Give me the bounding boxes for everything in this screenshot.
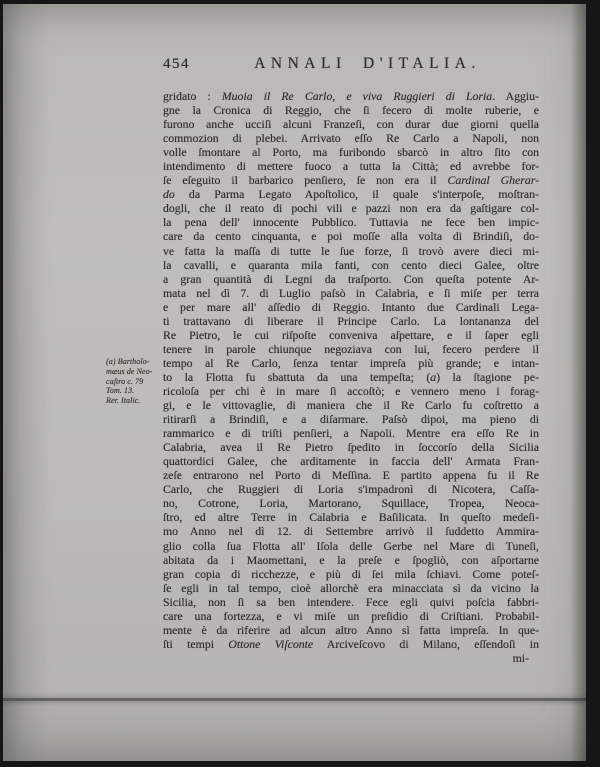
text-line: ricoloſa per chi è in mare ſi accoſtò; e vennero meno i forag- bbox=[163, 383, 539, 398]
text-line: no, Cotrone, Loria, Martorano, Squillace, Tropea, Neoca- bbox=[163, 496, 539, 511]
text-line: Calabria, avea il Re Pietro ſpedito in ſoccorſo della Sicilia bbox=[163, 440, 539, 455]
text-line: ſe egli in tal tempo, cioè allorchè era minacciata sì da vicino la bbox=[163, 580, 539, 595]
body-text bbox=[163, 89, 539, 665]
text-line: tenere in parole chiunque negoziava con lui, fecero perdere il bbox=[163, 341, 539, 356]
margin-note bbox=[106, 357, 164, 406]
text-line: a gran quantità di Legni da traſporto. Con queſta potente Ar- bbox=[163, 271, 539, 286]
text-line: do da Parma Legato Apoſtolico, il quale s'interpoſe, moſtran- bbox=[163, 187, 539, 202]
text-line: quattordici Galee, che arditamente in faccia dell' Armata Fran- bbox=[163, 454, 539, 469]
text-line: ſtro, ed altre Terre in Calabria e Baſilicata. In queſto medeſi- bbox=[163, 510, 539, 525]
text-line: ſe eſeguito il barbarico penſiero, ſe non era il Cardinal Gherar- bbox=[163, 173, 539, 188]
text-line: care da cento cinquanta, e poi moſſe alla volta di Brindiſi, do- bbox=[163, 229, 539, 244]
text-line: gne la Cronica di Reggio, che ſi fecero di molte ruberie, e bbox=[163, 103, 539, 118]
text-line: abitata da i Maomettani, e la preſe e ſpogliò, con aſportarne bbox=[163, 552, 539, 567]
right-edge-shadow bbox=[570, 4, 586, 761]
page-number: 454 bbox=[163, 56, 190, 72]
text-line: mata nel dì 7. di Luglio paſsò in Calabria, e ſi miſe per terra bbox=[163, 285, 539, 300]
text-line: furono anche ucciſi alcuni Franzeſi, con durar due giorni quella bbox=[163, 117, 539, 132]
text-line: ſti tempi Ottone Viſconte Arciveſcovo di Milano, eſſendoſi in bbox=[163, 636, 539, 651]
text-line: Re Pietro, le cui riſpoſte conveniva aſpettare, e il ſaper egli bbox=[163, 327, 539, 342]
text-line: ritirarſi a Brindiſi, e a diſarmare. Paſsò dipoi, ma pieno di bbox=[163, 412, 539, 427]
text-line: tempo al Re Carlo, ſenza tentar impreſa più grande; e intan- bbox=[163, 355, 539, 370]
text-line: ti trattavano di liberare il Principe Carlo. La lontananza del bbox=[163, 313, 539, 328]
text-line: rammarico e di triſti penſieri, a Napoli. Mentre era eſſo Re in bbox=[163, 426, 539, 441]
margin-note-line: Tom. 13. bbox=[106, 386, 135, 396]
text-line: dogli, che il reato di pochi vili e pazzi non era da gaſtigare col- bbox=[163, 201, 539, 216]
text-line: gi, e le vittovaglie, di maniera che il Re Carlo fu coſtretto a bbox=[163, 398, 539, 413]
text-line: zeſe entrarono nel Porto di Meſſina. E partito appena fu il Re bbox=[163, 468, 539, 483]
catchword: mi- bbox=[512, 650, 529, 665]
text-line: intendimento di mettere fuoco a tutta la Città; ed avrebbe for- bbox=[163, 159, 539, 174]
text-line: ve fatta la maſſa di tutte le ſue forze, ſi trovò avere dieci mi- bbox=[163, 243, 539, 258]
text-line: glio colla ſua Flotta all' Iſola delle Gerbe nel Mare di Tuneſi, bbox=[163, 538, 539, 553]
running-title: ANNALI D'ITALIA. bbox=[254, 55, 481, 72]
text-line: volle ſmontare al Porto, ma furibondo sbarcò in altro ſito con bbox=[163, 145, 539, 160]
margin-note-line: Rer. Italic. bbox=[106, 396, 141, 406]
text-line: gran copia di ricchezze, e più di ſei mila ſchiavi. Come poteſ- bbox=[163, 566, 539, 581]
text-line: to la Flotta fu sbattuta da una tempeſta; (a) la ſtagione pe- bbox=[163, 369, 539, 384]
page-fold-shadow bbox=[3, 698, 586, 701]
text-line: commozion di plebei. Arrivato eſſo Re Carlo a Napoli, non bbox=[163, 131, 539, 146]
text-line: Sicilia, non ſi sa ben intendere. Fece egli quivi poſcia fabbri- bbox=[163, 594, 539, 609]
margin-note-line: (a) Bartholo- bbox=[106, 357, 150, 366]
margin-note-line: caſtro c. 79 bbox=[106, 376, 144, 386]
text-line: mo Anno nel dì 12. di Settembre arrivò il ſuddetto Ammira- bbox=[163, 524, 539, 539]
text-line: la cavalli, e quaranta mila fanti, con cento dieci Galee, oltre bbox=[163, 257, 539, 272]
text-line: e per mare all' aſſedio di Reggio. Intanto due Cardinali Lega- bbox=[163, 299, 539, 314]
text-line: mente è da riferire ad alcun altro Anno sì fatta impreſa. In que- bbox=[163, 622, 539, 637]
text-line: Carlo, che Ruggieri di Loria s'impadronì di Nicotera, Caſſa- bbox=[163, 482, 539, 497]
page-paper bbox=[3, 4, 586, 761]
margin-note-line: mæus de Neo- bbox=[106, 366, 153, 376]
text-line: care una fortezza, e vi miſe un preſidio di Criſtiani. Probabil- bbox=[163, 608, 539, 623]
left-edge-shadow bbox=[3, 4, 49, 761]
text-line: la pena dell' innocente Pubblico. Tuttavia ne fece ben impic- bbox=[163, 215, 539, 230]
page-header bbox=[163, 55, 539, 73]
text-line: gridato : Muoia il Re Carlo, e viva Ruggieri di Loria. Aggiu- bbox=[163, 89, 539, 103]
